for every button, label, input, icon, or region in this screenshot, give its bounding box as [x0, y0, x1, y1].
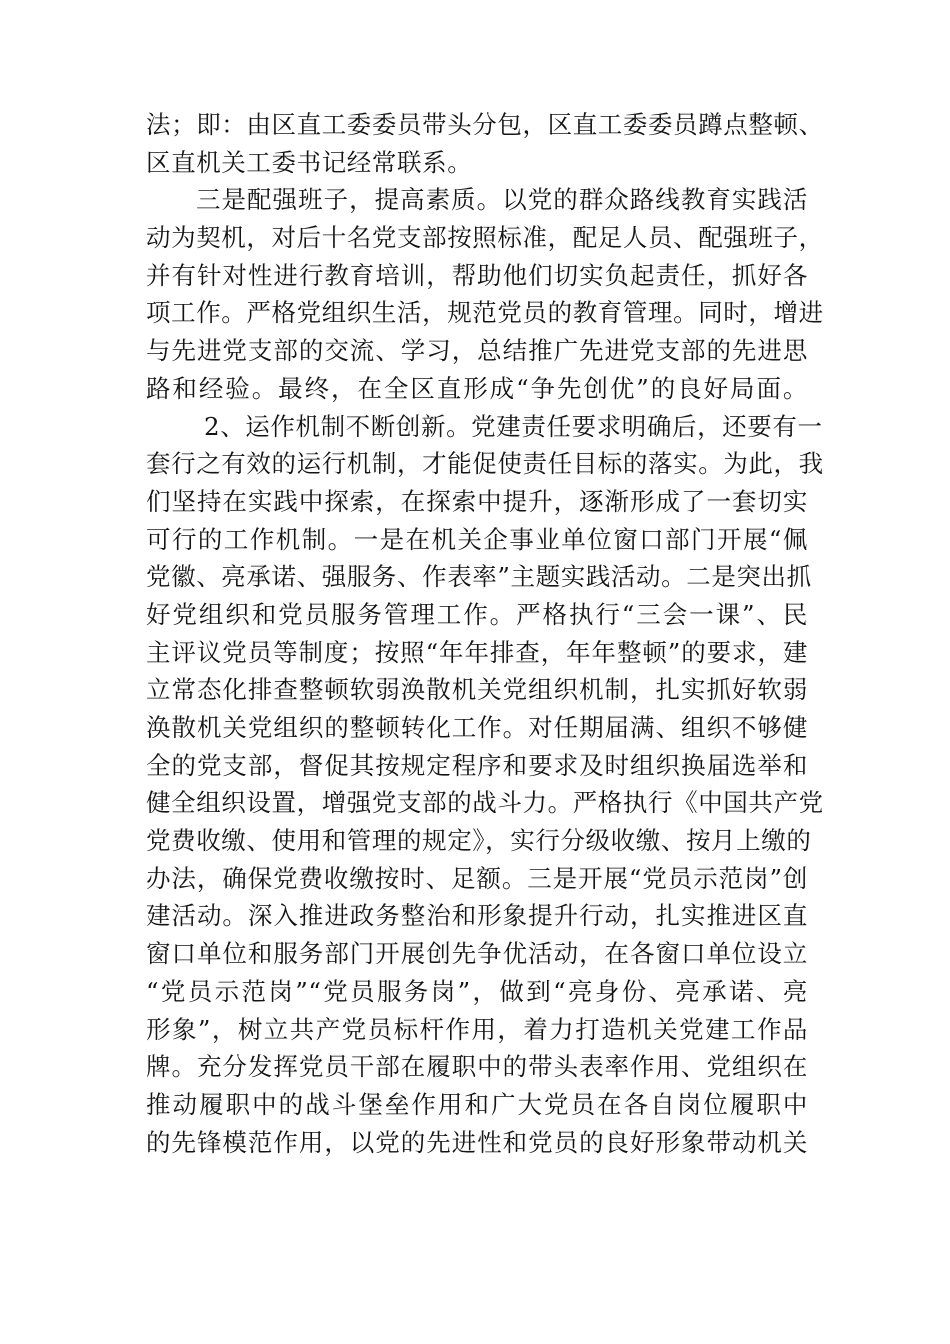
text-line: 项工作。严格党组织生活，规范党员的教育管理。同时，增进 [146, 298, 824, 328]
text-line: 2、运作机制不断创新。党建责任要求明确后，还要有一 [204, 411, 823, 441]
text-line: 涣散机关党组织的整顿转化工作。对任期届满、组织不够健 [146, 713, 808, 742]
text-line: 形象”，树立共产党员标杆作用，着力打造机关党建工作品 [146, 1014, 808, 1044]
text-line: 并有针对性进行教育培训，帮助他们切实负起责任，抓好各 [146, 260, 808, 290]
text-line: 路和经验。最终，在全区直形成“争先创优”的良好局面。 [146, 373, 808, 403]
text-line: 牌。充分发挥党员干部在履职中的带头表率作用、党组织在 [146, 1052, 808, 1082]
text-line: 立常态化排查整顿软弱涣散机关党组织机制，扎实抓好软弱 [146, 675, 808, 705]
text-line: 主评议党员等制度；按照“年年排查，年年整顿”的要求，建 [146, 637, 808, 667]
text-line: 好党组织和党员服务管理工作。严格执行“三会一课”、民 [146, 599, 808, 629]
text-line: 推动履职中的战斗堡垒作用和广大党员在各自岗位履职中 [146, 1089, 808, 1119]
text-line: 们坚持在实践中探索，在探索中提升，逐渐形成了一套切实 [146, 486, 808, 516]
text-line: 党徽、亮承诺、强服务、作表率”主题实践活动。二是突出抓 [146, 562, 812, 592]
text-line: 区直机关工委书记经常联系。 [146, 147, 473, 177]
text-line: 全的党支部，督促其按规定程序和要求及时组织换届选举和 [146, 750, 808, 780]
body-text [146, 106, 824, 1161]
text-line: 办法，确保党费收缴按时、足额。三是开展“党员示范岗”创 [146, 863, 808, 893]
text-line: 健全组织设置，增强党支部的战斗力。严格执行《中国共产党 [146, 788, 824, 818]
text-line: 的先锋模范作用，以党的先进性和党员的良好形象带动机关 [146, 1127, 808, 1157]
text-line: 法；即：由区直工委委员带头分包，区直工委委员蹲点整顿、 [146, 110, 824, 139]
text-line: 可行的工作机制。一是在机关企事业单位窗口部门开展“佩 [146, 524, 808, 554]
text-line: 建活动。深入推进政务整治和形象提升行动，扎实推进区直 [146, 901, 808, 931]
text-line: “党员示范岗”“党员服务岗”，做到“亮身份、亮承诺、亮 [146, 976, 808, 1006]
text-line: 窗口单位和服务部门开展创先争优活动，在各窗口单位设立 [146, 939, 808, 969]
text-line: 党费收缴、使用和管理的规定》，实行分级收缴、按月上缴的 [146, 826, 812, 856]
text-line: 三是配强班子，提高素质。以党的群众路线教育实践活 [196, 185, 808, 215]
text-line: 与先进党支部的交流、学习，总结推广先进党支部的先进思 [146, 336, 808, 366]
text-line: 动为契机，对后十名党支部按照标准，配足人员、配强班子， [146, 223, 824, 253]
text-line: 套行之有效的运行机制，才能促使责任目标的落实。为此，我 [146, 449, 824, 479]
